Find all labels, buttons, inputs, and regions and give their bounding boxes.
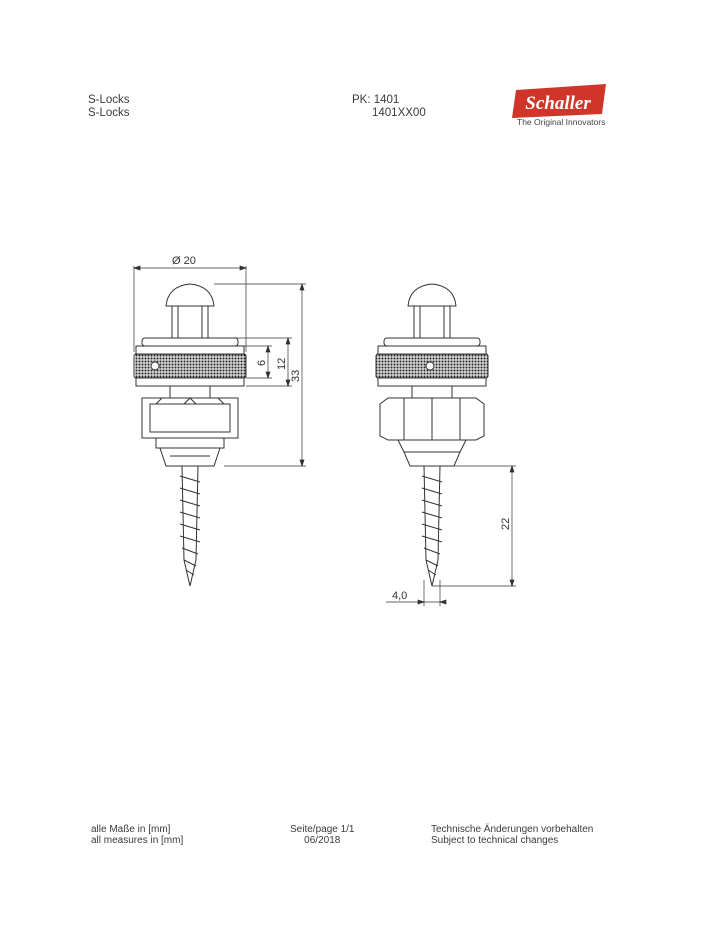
measure-note-en: all measures in [mm] bbox=[91, 835, 184, 846]
dim-12-label: 12 bbox=[276, 357, 288, 370]
diameter-label: Ø 20 bbox=[172, 255, 196, 267]
footer-page bbox=[290, 824, 355, 846]
document-date: 06/2018 bbox=[304, 835, 341, 846]
pk-number: PK: 1401 bbox=[352, 94, 400, 106]
footer-measures bbox=[91, 824, 183, 846]
product-name-en: S-Locks bbox=[88, 107, 130, 119]
dim-4-label: 4,0 bbox=[392, 590, 408, 602]
article-code: 1401XX00 bbox=[372, 107, 426, 119]
page-number: Seite/page 1/1 bbox=[290, 824, 355, 835]
wood-screw bbox=[182, 466, 198, 586]
measure-note-de: alle Maße in [mm] bbox=[91, 824, 171, 835]
product-name-de: S-Locks bbox=[88, 94, 130, 106]
dim-22-label: 22 bbox=[500, 517, 512, 530]
footer-disclaimer bbox=[431, 824, 593, 846]
dim-6-label: 6 bbox=[256, 359, 268, 366]
strap-lock-front-view bbox=[376, 284, 488, 586]
dim-33-label: 33 bbox=[290, 369, 302, 382]
brand-tagline: The Original Innovators bbox=[517, 117, 606, 127]
right-dimensions bbox=[386, 466, 516, 606]
disclaimer-en: Subject to technical changes bbox=[431, 835, 559, 846]
logo-text: Schaller bbox=[525, 93, 591, 114]
strap-lock-side-view bbox=[134, 284, 246, 586]
lock-knob-cap bbox=[166, 284, 214, 306]
disclaimer-de: Technische Änderungen vorbehalten bbox=[431, 824, 594, 835]
